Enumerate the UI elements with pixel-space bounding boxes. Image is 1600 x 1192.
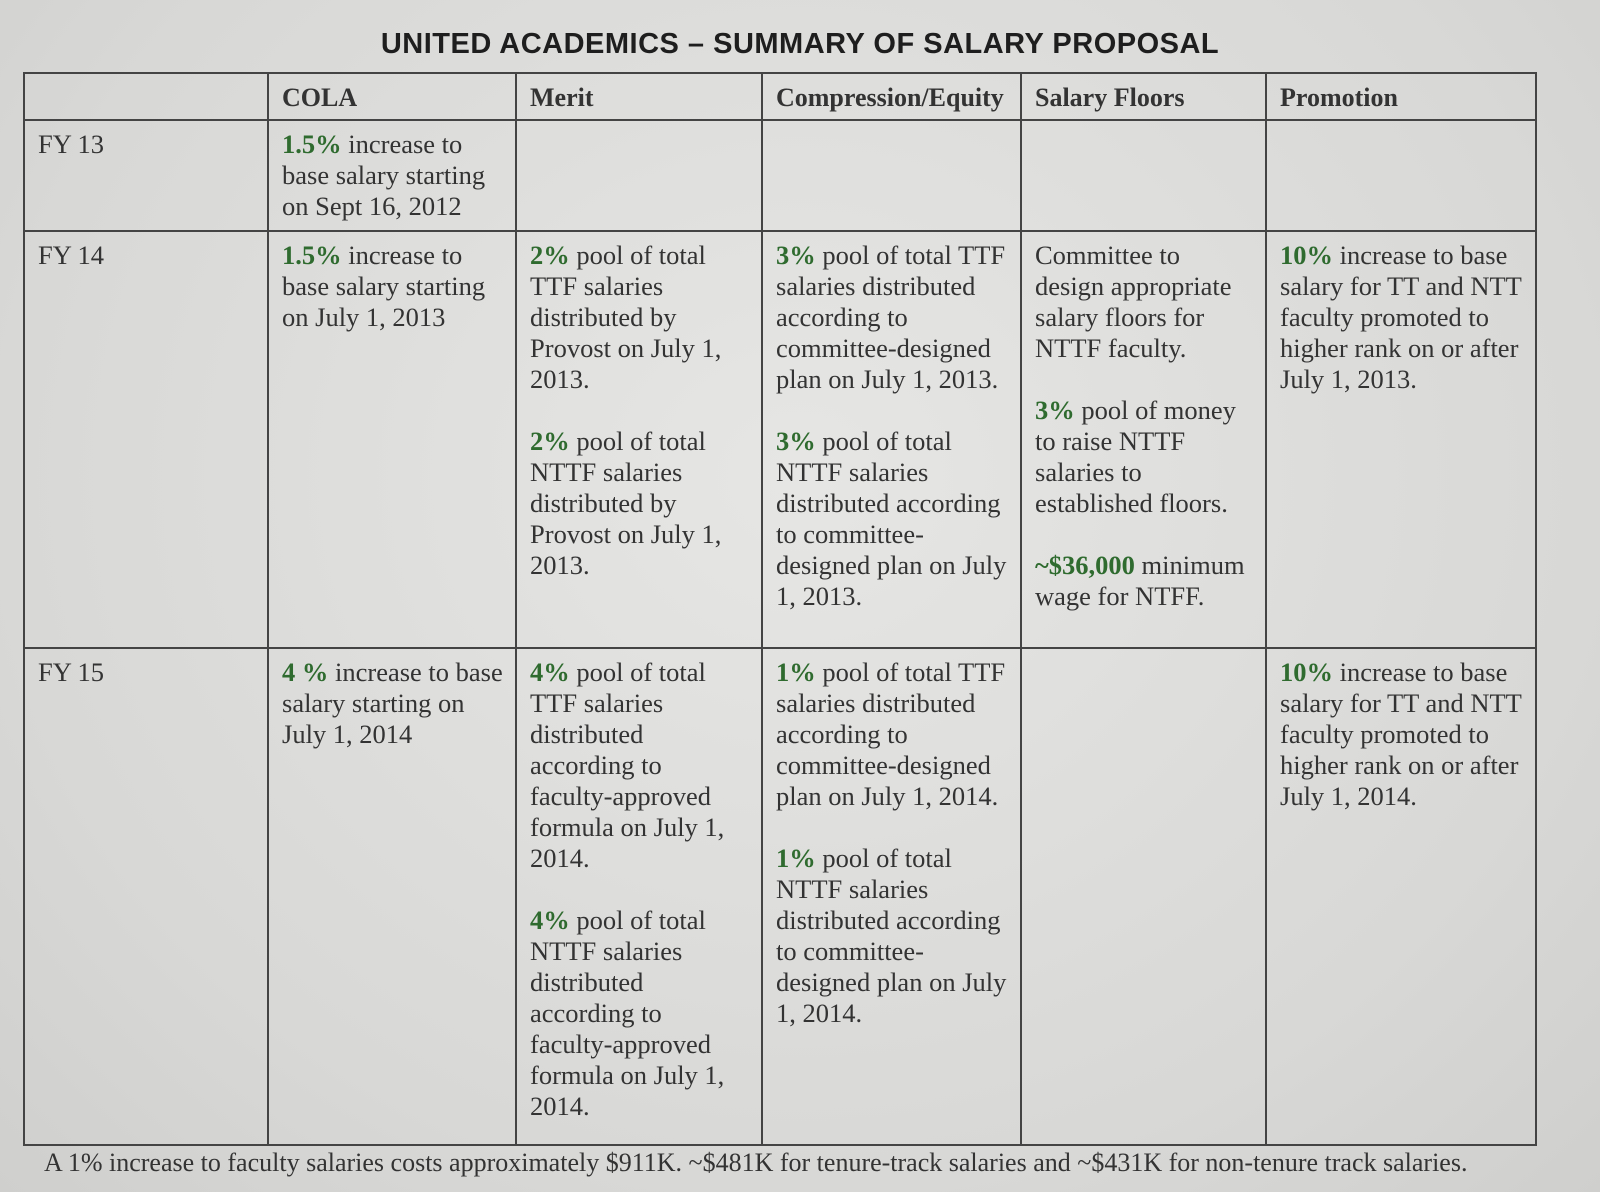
cell-fy15-compression	[762, 648, 1021, 1145]
cell-text: pool of total NTTF salaries distributed according to faculty-approved formula on July 1, 2014.	[530, 905, 725, 1122]
cell-text: pool of total NTTF salaries distributed by Provost on July 1, 2013.	[530, 425, 722, 580]
cell-fy13-merit	[516, 120, 762, 231]
cell-paragraph	[1280, 657, 1523, 812]
header-row	[24, 73, 1536, 120]
highlight-value: 3%	[776, 425, 816, 456]
cell-fy13-compression	[762, 120, 1021, 231]
cell-fy15-promotion	[1266, 648, 1536, 1145]
highlight-value: 3%	[776, 239, 816, 270]
cell-paragraph	[776, 426, 1008, 612]
highlight-value: ~$36,000	[1035, 549, 1135, 580]
cell-fy13-promotion	[1266, 120, 1536, 231]
header-merit: Merit	[516, 73, 762, 120]
cell-paragraph	[530, 905, 749, 1122]
highlight-value: 4 %	[282, 657, 329, 688]
cell-fy14-merit	[516, 231, 762, 648]
cell-text: increase to base salary starting on July 1, 2014	[282, 657, 503, 750]
cell-fy14-floors	[1021, 231, 1266, 648]
cell-fy15-floors	[1021, 648, 1266, 1145]
cell-paragraph	[1035, 550, 1253, 612]
cell-fy13-floors	[1021, 120, 1266, 231]
page-title: UNITED ACADEMICS – SUMMARY OF SALARY PROPOSAL	[380, 28, 1220, 60]
cell-fy15-cola	[268, 648, 516, 1145]
highlight-value: 4%	[530, 657, 570, 688]
cell-text: increase to base salary for TT and NTT faculty promoted to higher rank on or after July 1, 2013.	[1280, 239, 1522, 394]
cost-footnote: A 1% increase to faculty salaries costs approximately $911K. ~$481K for tenure-track salaries and ~$431K for non-tenure track salaries.	[44, 1148, 1468, 1177]
cell-text: pool of money to raise NTTF salaries to established floors.	[1035, 394, 1236, 518]
cell-fy14-promotion	[1266, 231, 1536, 648]
header-corner	[24, 73, 268, 120]
cell-text: increase to base salary for TT and NTT faculty promoted to higher rank on or after July 1, 2014.	[1280, 657, 1522, 812]
row-label-fy14: FY 14	[24, 231, 268, 648]
highlight-value: 10%	[1280, 657, 1333, 688]
salary-proposal-table	[23, 72, 1537, 1146]
cell-paragraph	[776, 657, 1008, 812]
row-label-fy15: FY 15	[24, 648, 268, 1145]
highlight-value: 1%	[776, 657, 816, 688]
cell-fy14-compression	[762, 231, 1021, 648]
header-salary-floors: Salary Floors	[1021, 73, 1266, 120]
cell-text: pool of total NTTF salaries distributed according to committee-designed plan on July 1, 2013.	[776, 425, 1007, 611]
cell-paragraph	[282, 129, 503, 222]
row-label-fy13: FY 13	[24, 120, 268, 231]
header-compression-equity: Compression/Equity	[762, 73, 1021, 120]
cell-text: pool of total TTF salaries distributed according to committee-designed plan on July 1, 2014.	[776, 657, 1006, 812]
highlight-value: 2%	[530, 425, 570, 456]
cell-text: increase to base salary starting on Sept 16, 2012	[282, 129, 486, 221]
cell-fy15-merit	[516, 648, 762, 1145]
table-row-fy13	[24, 120, 1536, 231]
cell-paragraph	[282, 240, 503, 333]
cell-paragraph	[776, 240, 1008, 395]
cell-text: increase to base salary starting on July 1, 2013	[282, 239, 486, 332]
cell-text: pool of total NTTF salaries distributed according to committee-designed plan on July 1, 2014.	[776, 843, 1007, 1029]
cell-text: pool of total TTF salaries distributed by Provost on July 1, 2013.	[530, 239, 722, 394]
cell-paragraph	[530, 426, 749, 581]
highlight-value: 3%	[1035, 394, 1075, 425]
cell-text: pool of total TTF salaries distributed according to committee-designed plan on July 1, 2013.	[776, 239, 1006, 394]
cell-text: minimum wage for NTFF.	[1035, 549, 1245, 611]
cell-fy14-cola	[268, 231, 516, 648]
cell-paragraph	[1035, 395, 1253, 519]
cell-paragraph	[282, 657, 503, 750]
cell-text: Committee to design appropriate salary floors for NTTF faculty.	[1035, 239, 1232, 363]
cell-text: pool of total TTF salaries distributed according to faculty-approved formula on July 1, 2014.	[530, 657, 725, 874]
highlight-value: 2%	[530, 239, 570, 270]
table-row-fy15	[24, 648, 1536, 1145]
cell-paragraph	[776, 843, 1008, 1029]
highlight-value: 1.5%	[282, 129, 342, 159]
cell-paragraph	[1035, 240, 1253, 364]
table-row-fy14	[24, 231, 1536, 648]
cell-paragraph	[1280, 240, 1523, 395]
cell-fy13-cola	[268, 120, 516, 231]
cell-paragraph	[530, 657, 749, 874]
highlight-value: 1.5%	[282, 239, 342, 270]
highlight-value: 1%	[776, 843, 816, 874]
cell-paragraph	[530, 240, 749, 395]
highlight-value: 4%	[530, 905, 570, 936]
header-promotion: Promotion	[1266, 73, 1536, 120]
header-cola: COLA	[268, 73, 516, 120]
highlight-value: 10%	[1280, 239, 1333, 270]
